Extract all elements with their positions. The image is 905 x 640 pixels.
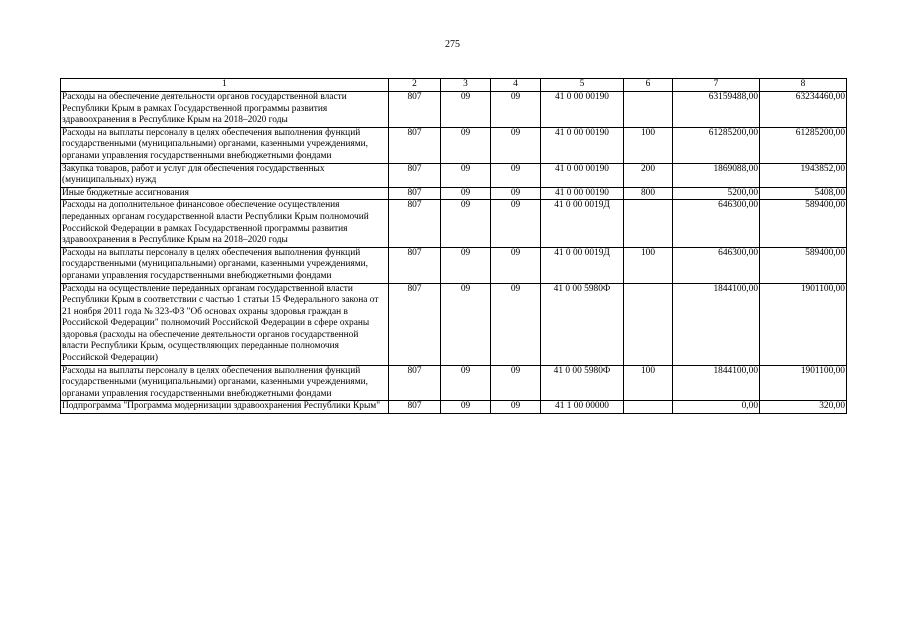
row-expense-type: 100	[624, 247, 673, 283]
row-amount-col8: 1901100,00	[760, 365, 847, 401]
row-expense-type	[624, 401, 673, 414]
row-target-article: 41 0 00 00190	[541, 92, 624, 128]
row-section-code: 09	[441, 247, 491, 283]
row-section-code: 09	[441, 200, 491, 247]
row-target-article: 41 0 00 00190	[541, 127, 624, 163]
row-section-code: 09	[441, 163, 491, 187]
row-expense-type	[624, 200, 673, 247]
table-header	[61, 79, 847, 92]
table-row	[61, 163, 847, 187]
budget-table	[60, 78, 847, 414]
header-col-1: 1	[61, 79, 389, 92]
row-amount-col7: 646300,00	[673, 200, 760, 247]
row-subsection-code: 09	[491, 365, 541, 401]
row-target-article: 41 1 00 00000	[541, 401, 624, 414]
row-expense-type	[624, 283, 673, 365]
row-amount-col8: 320,00	[760, 401, 847, 414]
row-subsection-code: 09	[491, 247, 541, 283]
row-section-code: 09	[441, 365, 491, 401]
header-col-2: 2	[389, 79, 441, 92]
row-amount-col7: 63159488,00	[673, 92, 760, 128]
row-name: Расходы на осуществление переданных органам государственной власти Республики Крым в соответствии с частью 1 статьи 15 Федерального закона от 21 ноября 2011 года № 323-ФЗ "Об основах охраны здоровья граждан в Российской Федерации" полномочий Российской Федерации в сфере охраны здоровья (расходы на обеспечение деятельности органов государственной власти Республики Крым, осуществляющих переданные полномочия Российской Федерации)	[61, 283, 389, 365]
header-col-3: 3	[441, 79, 491, 92]
header-row	[61, 79, 847, 92]
row-expense-type	[624, 92, 673, 128]
row-ministry-code: 807	[389, 365, 441, 401]
row-amount-col7: 646300,00	[673, 247, 760, 283]
row-amount-col7: 0,00	[673, 401, 760, 414]
table-row	[61, 283, 847, 365]
row-amount-col8: 61285200,00	[760, 127, 847, 163]
row-ministry-code: 807	[389, 163, 441, 187]
row-name: Иные бюджетные ассигнования	[61, 187, 389, 200]
header-col-7: 7	[673, 79, 760, 92]
header-col-4: 4	[491, 79, 541, 92]
row-subsection-code: 09	[491, 127, 541, 163]
row-expense-type: 100	[624, 365, 673, 401]
row-subsection-code: 09	[491, 92, 541, 128]
row-target-article: 41 0 00 5980Ф	[541, 283, 624, 365]
row-amount-col8: 589400,00	[760, 247, 847, 283]
table-row	[61, 401, 847, 414]
row-amount-col7: 1844100,00	[673, 283, 760, 365]
table-row	[61, 92, 847, 128]
row-name: Закупка товаров, работ и услуг для обеспечения государственных (муниципальных) нужд	[61, 163, 389, 187]
row-ministry-code: 807	[389, 283, 441, 365]
row-ministry-code: 807	[389, 200, 441, 247]
row-amount-col7: 5200,00	[673, 187, 760, 200]
row-target-article: 41 0 00 5980Ф	[541, 365, 624, 401]
table-row	[61, 365, 847, 401]
row-amount-col7: 61285200,00	[673, 127, 760, 163]
row-target-article: 41 0 00 0019Д	[541, 247, 624, 283]
table-row	[61, 127, 847, 163]
row-section-code: 09	[441, 127, 491, 163]
table-row	[61, 187, 847, 200]
row-subsection-code: 09	[491, 200, 541, 247]
row-target-article: 41 0 00 0019Д	[541, 200, 624, 247]
row-ministry-code: 807	[389, 187, 441, 200]
row-subsection-code: 09	[491, 187, 541, 200]
row-amount-col8: 5408,00	[760, 187, 847, 200]
row-amount-col8: 1901100,00	[760, 283, 847, 365]
row-amount-col7: 1869088,00	[673, 163, 760, 187]
row-name: Расходы на выплаты персоналу в целях обеспечения выполнения функций государственными (муниципальными) органами, казенными учреждениями, органами управления государственными внебюджетными фондами	[61, 365, 389, 401]
header-col-5: 5	[541, 79, 624, 92]
row-expense-type: 100	[624, 127, 673, 163]
row-section-code: 09	[441, 283, 491, 365]
row-name: Расходы на обеспечение деятельности органов государственной власти Республики Крым в рамках Государственной программы развития здравоохранения в Республике Крым на 2018–2020 годы	[61, 92, 389, 128]
row-name: Подпрограмма "Программа модернизации здравоохранения Республики Крым"	[61, 401, 389, 414]
header-col-8: 8	[760, 79, 847, 92]
row-ministry-code: 807	[389, 247, 441, 283]
row-expense-type: 800	[624, 187, 673, 200]
page-number: 275	[445, 39, 460, 50]
row-ministry-code: 807	[389, 401, 441, 414]
row-ministry-code: 807	[389, 127, 441, 163]
row-expense-type: 200	[624, 163, 673, 187]
row-target-article: 41 0 00 00190	[541, 187, 624, 200]
row-name: Расходы на выплаты персоналу в целях обеспечения выполнения функций государственными (муниципальными) органами, казенными учреждениями, органами управления государственными внебюджетными фондами	[61, 247, 389, 283]
row-amount-col8: 589400,00	[760, 200, 847, 247]
row-subsection-code: 09	[491, 283, 541, 365]
header-col-6: 6	[624, 79, 673, 92]
row-amount-col8: 1943852,00	[760, 163, 847, 187]
table-body	[61, 92, 847, 414]
row-section-code: 09	[441, 187, 491, 200]
row-amount-col8: 63234460,00	[760, 92, 847, 128]
row-section-code: 09	[441, 92, 491, 128]
row-name: Расходы на дополнительное финансовое обеспечение осуществления переданных органам государственной власти Республики Крым полномочий Российской Федерации в рамках Государственной программы развития здравоохранения в Республике Крым на 2018–2020 годы	[61, 200, 389, 247]
row-subsection-code: 09	[491, 163, 541, 187]
row-subsection-code: 09	[491, 401, 541, 414]
row-target-article: 41 0 00 00190	[541, 163, 624, 187]
row-amount-col7: 1844100,00	[673, 365, 760, 401]
table-row	[61, 200, 847, 247]
row-ministry-code: 807	[389, 92, 441, 128]
row-section-code: 09	[441, 401, 491, 414]
table-row	[61, 247, 847, 283]
row-name: Расходы на выплаты персоналу в целях обеспечения выполнения функций государственными (муниципальными) органами, казенными учреждениями, органами управления государственными внебюджетными фондами	[61, 127, 389, 163]
